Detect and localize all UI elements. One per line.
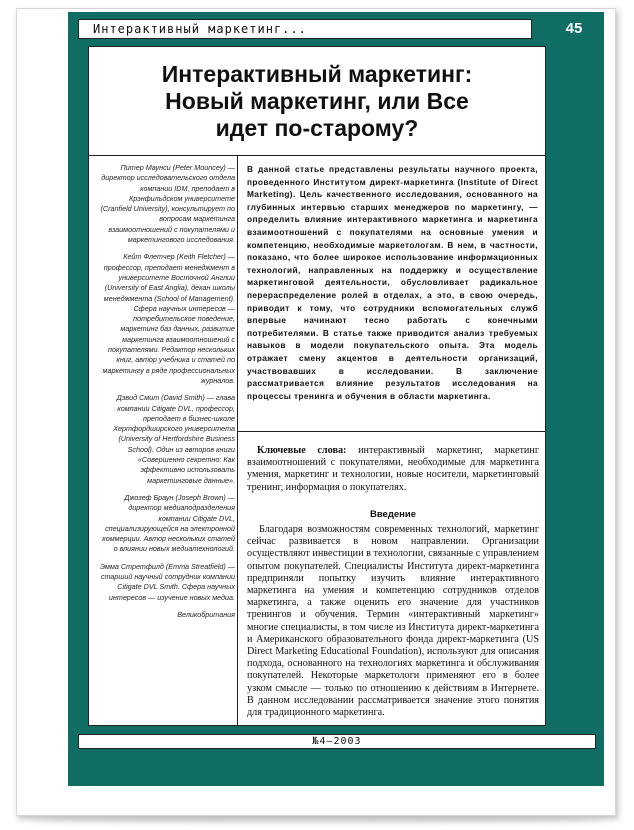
article-body — [237, 431, 545, 725]
page-shadow — [30, 816, 604, 824]
author-bio: Питер Маунси (Peter Mouncey) — директор исследовательского отдела компании IDM, преподает в Крэнфильдском университете (Cranfield University), консультирует по вопросам маркетинга взаимоотношений с покупателями и маркетингового исследования. — [100, 163, 235, 245]
keywords-label: Ключевые слова: — [257, 445, 347, 456]
author-bio: Кейт Флетчер (Keith Fletcher) — профессор, преподает менеджмент в университете Восточной Англии (University of East Anglia), декан школы менеджмента (School of Management). Сфера научных интересов — потребительское поведение, маркетинг баз данных, развитие маркетинга взаимоотношений с покупателями. Редактор нескольких книг, автор учебника и статей по маркетингу в ряде профессиональных журналов. — [102, 252, 235, 385]
author-bio: Эмма Стретфилд (Emma Streatfield) — старший научный сотрудник компании Citigate DVL Smith. Сфера научных интересов — изучение новых медиа. — [99, 561, 235, 602]
author-list — [99, 163, 235, 620]
article-title: Интерактивный маркетинг: Новый маркетинг, или Все идет по-старому? — [161, 61, 473, 141]
keywords-text: интерактивный маркетинг, маркетинг взаимоотношений с покупателями, необходимые для маркетинга умения, маркетинг и технологии, новые носители, маркетинговый тренинг, информация о покупателях. — [247, 445, 540, 493]
issue-number: №4–2003 — [312, 736, 362, 747]
abstract-text: В данной статье представлены результаты научного проекта, проведенного Институтом директ-маркетинга (Institute of Direct Marketing). Цель качественного исследования, основанного на глубинных интервью старших менеджеров по маркетингу, — определить влияние интерактивного маркетинга и маркетинга взаимоотношений с покупателями на основные умения и компетенцию, необходимые маркетологам. В нем, в частности, показано, что более широкое использование информационных технологий, направленных на поддержку и осуществление маркетинговой деятельности, обусловливает радикальное перераспределение ролей в отделах, а это, в свою очередь, приводит к тому, что сотрудники вспомогательных служб впервые начинают тесно работать с конечными потребителями. В статье также приводится анализ требуемых навыков в модели покупательского опыта. Эта модель отражает смену акцентов в деятельности организаций, участвовавших в исследовании. В заключение рассматривается влияние результатов исследования на процессы тренинга и обучения в области маркетинга. — [247, 164, 538, 401]
keywords — [247, 445, 539, 494]
page-number: 45 — [565, 20, 583, 37]
article-content — [88, 46, 546, 726]
section-heading: Введение — [369, 509, 417, 520]
introduction-text: Благодаря возможностям современных технологий, маркетинг сейчас развивается в новом направлении. Организации осуществляют инвестиции в технологии, связанные с управлением опытом покупателей. Специалисты Института директ-маркетинга предприняли попытку изучить влияние интерактивного маркетинга на умения и компетенцию сотрудников отделов маркетинга, а также оценить его значение для участников тренингов и обучения. Термин «интерактивный маркетинг» многие специалисты, в том числе из Института директ-маркетинга и Американского образовательного фонда директ-маркетинга (US Direct Marketing Educational Foundation), используют для описания подхода, основанного на технологиях маркетинга и обслуживания покупателей. Некоторые маркетологи применяют его в более узком смысле — только по отношению к действиям в Интернете. В данном исследовании рассматривается значение этого понятия для традиционного маркетинга. — [247, 524, 539, 719]
author-bio: Дэвид Смит (David Smith) — глава компании Citigate DVL, профессор, преподает в бизнес-школе Хертфордширского университета (University of Hertfordshire Business School). Один из авторов книги «Совершенно секретно: Как эффективно использовать маркетинговые данные». — [113, 393, 235, 485]
author-bio: Джозеф Браун (Joseph Brown) — директор медиаподразделения компании Citigate DVL, специализирующейся на электронной коммерции. Автор нескольких статей о влиянии новых медиатехнологий. — [102, 492, 235, 554]
running-title: Интерактивный маркетинг... — [78, 19, 532, 39]
title-box — [89, 47, 545, 156]
abstract-box — [237, 155, 545, 432]
authors-sidebar — [89, 155, 238, 725]
author-country: Великобритания — [177, 609, 235, 619]
